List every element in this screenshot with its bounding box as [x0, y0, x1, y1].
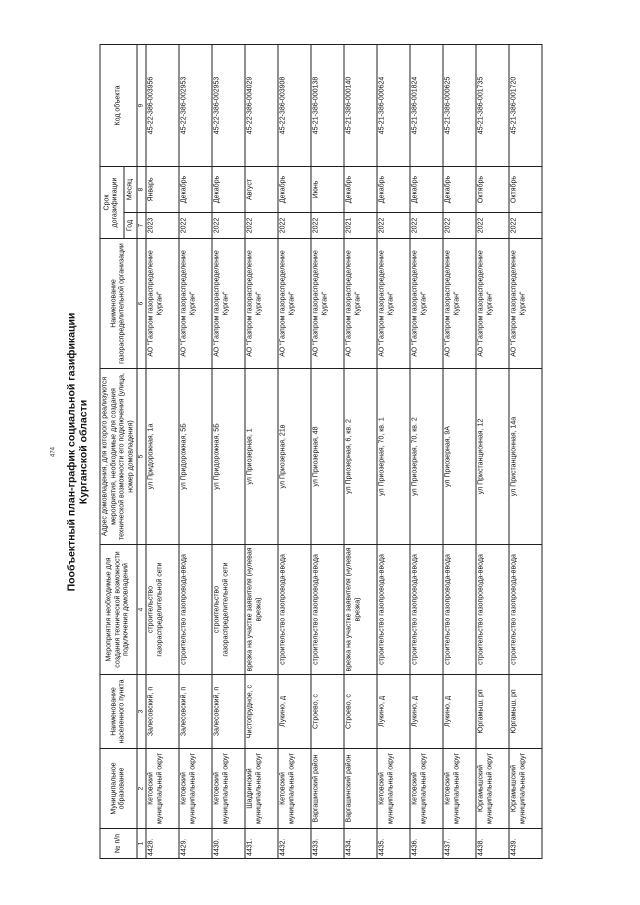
cell-settlement: Лукино, д: [410, 675, 443, 749]
cell-month: Декабрь: [212, 167, 245, 213]
cell-municipality: Шадринский муниципальный округ: [245, 749, 278, 829]
cell-gdo: АО "Газпром газораспределение Курган": [443, 239, 476, 369]
document-title: [66, 37, 90, 867]
column-number: 4: [137, 545, 146, 675]
gasification-table: [100, 44, 543, 859]
cell-code: 45-21-386-001824: [410, 45, 443, 167]
cell-month: Январь: [146, 167, 179, 213]
cell-measure: строительство газопровода-ввода: [410, 545, 443, 675]
cell-year: 2022: [410, 213, 443, 239]
cell-settlement: Лукино, д: [377, 675, 410, 749]
title-line-2: Курганской области: [77, 399, 90, 505]
header-municipality: Муниципальное образование: [100, 749, 137, 829]
header-code: Код объекта: [100, 45, 137, 167]
cell-address: ул Пристанционная, 14а: [509, 369, 542, 545]
cell-measure: строительство газопровода-ввода: [443, 545, 476, 675]
cell-measure: строительство газопровода-ввода: [377, 545, 410, 675]
header-month: Месяц: [124, 167, 138, 213]
cell-num: 4432.: [278, 829, 311, 859]
cell-measure: врезка на участке заявителя (нулевая врезка): [344, 545, 377, 675]
cell-municipality: Кетовский муниципальный округ: [278, 749, 311, 829]
cell-month: Декабрь: [377, 167, 410, 213]
column-number: 3: [137, 675, 146, 749]
cell-year: 2023: [146, 213, 179, 239]
cell-gdo: АО "Газпром газораспределение Курган": [377, 239, 410, 369]
cell-address: ул Приозерная, 6, кв. 2: [344, 369, 377, 545]
cell-year: 2022: [311, 213, 344, 239]
cell-settlement: Чистопрудное, с: [245, 675, 278, 749]
column-number: 1: [137, 829, 146, 859]
cell-address: ул Приозерная, 70, кв. 1: [377, 369, 410, 545]
cell-month: Октябрь: [476, 167, 509, 213]
cell-code: 45-21-386-000624: [377, 45, 410, 167]
cell-month: Декабрь: [278, 167, 311, 213]
cell-gdo: АО "Газпром газораспределение Курган": [476, 239, 509, 369]
table-row: [344, 45, 377, 859]
header-settlement: Наименование населенного пункта: [100, 675, 137, 749]
cell-address: ул Придорожная, 5Б: [179, 369, 212, 545]
title-line-1: Пообъектный план-график социальной газификации: [65, 312, 78, 592]
cell-num: 4428.: [146, 829, 179, 859]
header-address: Адрес домовладения, для которого реализуются мероприятия, необходимые для создания технической возможности его подключения (улица, номер домовладения): [100, 369, 137, 545]
cell-month: Декабрь: [410, 167, 443, 213]
column-number: 5: [137, 369, 146, 545]
cell-gdo: АО "Газпром газораспределение Курган": [146, 239, 179, 369]
cell-municipality: Юргамышский муниципальный округ: [476, 749, 509, 829]
cell-settlement: Залесовский, п: [179, 675, 212, 749]
cell-address: ул Приозерная, 1: [245, 369, 278, 545]
table-row: [410, 45, 443, 859]
cell-month: Октябрь: [509, 167, 542, 213]
table-row: [212, 45, 245, 859]
cell-code: 45-22-386-002953: [212, 45, 245, 167]
cell-year: 2022: [179, 213, 212, 239]
cell-code: 45-21-386-000138: [311, 45, 344, 167]
cell-month: Август: [245, 167, 278, 213]
cell-municipality: Кетовский муниципальный округ: [443, 749, 476, 829]
cell-measure: строительство газопровода-ввода: [476, 545, 509, 675]
cell-address: ул Придорожная, 5Б: [212, 369, 245, 545]
cell-code: 45-21-386-000625: [443, 45, 476, 167]
cell-settlement: Лукино, д: [443, 675, 476, 749]
table-row: [278, 45, 311, 859]
cell-address: ул Приозерная, 21в: [278, 369, 311, 545]
table-row: [377, 45, 410, 859]
header-gdo: Наименование газораспределительной организации: [100, 239, 137, 369]
header-year: Год: [124, 213, 138, 239]
cell-year: 2021: [344, 213, 377, 239]
cell-municipality: Варгашинский район: [344, 749, 377, 829]
cell-gdo: АО "Газпром газораспределение Курган": [278, 239, 311, 369]
cell-municipality: Кетовский муниципальный округ: [377, 749, 410, 829]
column-number: 2: [137, 749, 146, 829]
cell-num: 4434.: [344, 829, 377, 859]
cell-gdo: АО "Газпром газораспределение Курган": [311, 239, 344, 369]
cell-num: 4433.: [311, 829, 344, 859]
cell-settlement: Залесовский, п: [146, 675, 179, 749]
cell-municipality: Юргамышский муниципальный округ: [509, 749, 542, 829]
cell-code: 45-21-386-001735: [476, 45, 509, 167]
cell-year: 2022: [212, 213, 245, 239]
cell-address: ул Приозерная, 70, кв. 2: [410, 369, 443, 545]
header-deadline: Срок догазификации: [100, 167, 124, 239]
cell-measure: строительство газопровода-ввода: [278, 545, 311, 675]
column-number: 6: [137, 239, 146, 369]
cell-num: 4429.: [179, 829, 212, 859]
cell-month: Декабрь: [179, 167, 212, 213]
table-row: [311, 45, 344, 859]
cell-gdo: АО "Газпром газораспределение Курган": [344, 239, 377, 369]
document-page: [48, 37, 593, 867]
cell-settlement: Залесовский, п: [212, 675, 245, 749]
cell-address: ул Придорожная, 1а: [146, 369, 179, 545]
column-number: 8: [137, 167, 146, 213]
cell-num: 4437.: [443, 829, 476, 859]
cell-num: 4435.: [377, 829, 410, 859]
cell-settlement: Лукино, д: [278, 675, 311, 749]
cell-code: 45-21-386-000140: [344, 45, 377, 167]
cell-gdo: АО "Газпром газораспределение Курган": [179, 239, 212, 369]
cell-month: Июнь: [311, 167, 344, 213]
cell-year: 2022: [476, 213, 509, 239]
cell-address: ул Приозерная, 48: [311, 369, 344, 545]
cell-year: 2022: [377, 213, 410, 239]
cell-code: 45-22-386-002953: [179, 45, 212, 167]
cell-municipality: Кетовский муниципальный округ: [212, 749, 245, 829]
column-number: 7: [137, 213, 146, 239]
column-number: 9: [137, 45, 146, 167]
header-measures: Мероприятия необходимые для создания технической возможности подключения домовладений: [100, 545, 137, 675]
cell-municipality: Кетовский муниципальный округ: [410, 749, 443, 829]
cell-settlement: Юргамыш, рп: [509, 675, 542, 749]
cell-num: 4431.: [245, 829, 278, 859]
table-row: [179, 45, 212, 859]
cell-num: 4430.: [212, 829, 245, 859]
cell-settlement: Строево, с: [344, 675, 377, 749]
cell-gdo: АО "Газпром газораспределение Курган": [410, 239, 443, 369]
header-num: № п/п: [100, 829, 137, 859]
cell-settlement: Строево, с: [311, 675, 344, 749]
cell-month: Декабрь: [443, 167, 476, 213]
cell-year: 2022: [443, 213, 476, 239]
cell-municipality: Кетовский муниципальный округ: [146, 749, 179, 829]
table-row: [443, 45, 476, 859]
cell-num: 4438.: [476, 829, 509, 859]
cell-measure: строительство газопровода-ввода: [311, 545, 344, 675]
table-row: [146, 45, 179, 859]
cell-address: ул Пристанционная, 12: [476, 369, 509, 545]
cell-month: Декабрь: [344, 167, 377, 213]
cell-gdo: АО "Газпром газораспределение Курган": [212, 239, 245, 369]
cell-year: 2022: [245, 213, 278, 239]
cell-measure: строительство газораспределительной сети: [146, 545, 179, 675]
page-number: 474: [50, 447, 57, 458]
cell-address: ул Приозерная, 9А: [443, 369, 476, 545]
cell-settlement: Юргамыш, рп: [476, 675, 509, 749]
cell-gdo: АО "Газпром газораспределение Курган": [245, 239, 278, 369]
cell-measure: врезка на участке заявителя (нулевая врезка): [245, 545, 278, 675]
cell-measure: строительство газопровода-ввода: [509, 545, 542, 675]
table-row: [509, 45, 542, 859]
column-number-row: [137, 45, 146, 859]
cell-municipality: Кетовский муниципальный округ: [179, 749, 212, 829]
cell-year: 2022: [278, 213, 311, 239]
cell-measure: строительство газопровода-ввода: [179, 545, 212, 675]
cell-code: 45-22-386-003956: [146, 45, 179, 167]
table-row: [476, 45, 509, 859]
cell-code: 45-21-386-001720: [509, 45, 542, 167]
cell-measure: строительство газораспределительной сети: [212, 545, 245, 675]
cell-municipality: Варгашинский район: [311, 749, 344, 829]
cell-num: 4436.: [410, 829, 443, 859]
cell-code: 45-22-386-003908: [278, 45, 311, 167]
cell-code: 45-22-386-004029: [245, 45, 278, 167]
cell-gdo: АО "Газпром газораспределение Курган": [509, 239, 542, 369]
table-row: [245, 45, 278, 859]
cell-year: 2022: [509, 213, 542, 239]
cell-num: 4439.: [509, 829, 542, 859]
